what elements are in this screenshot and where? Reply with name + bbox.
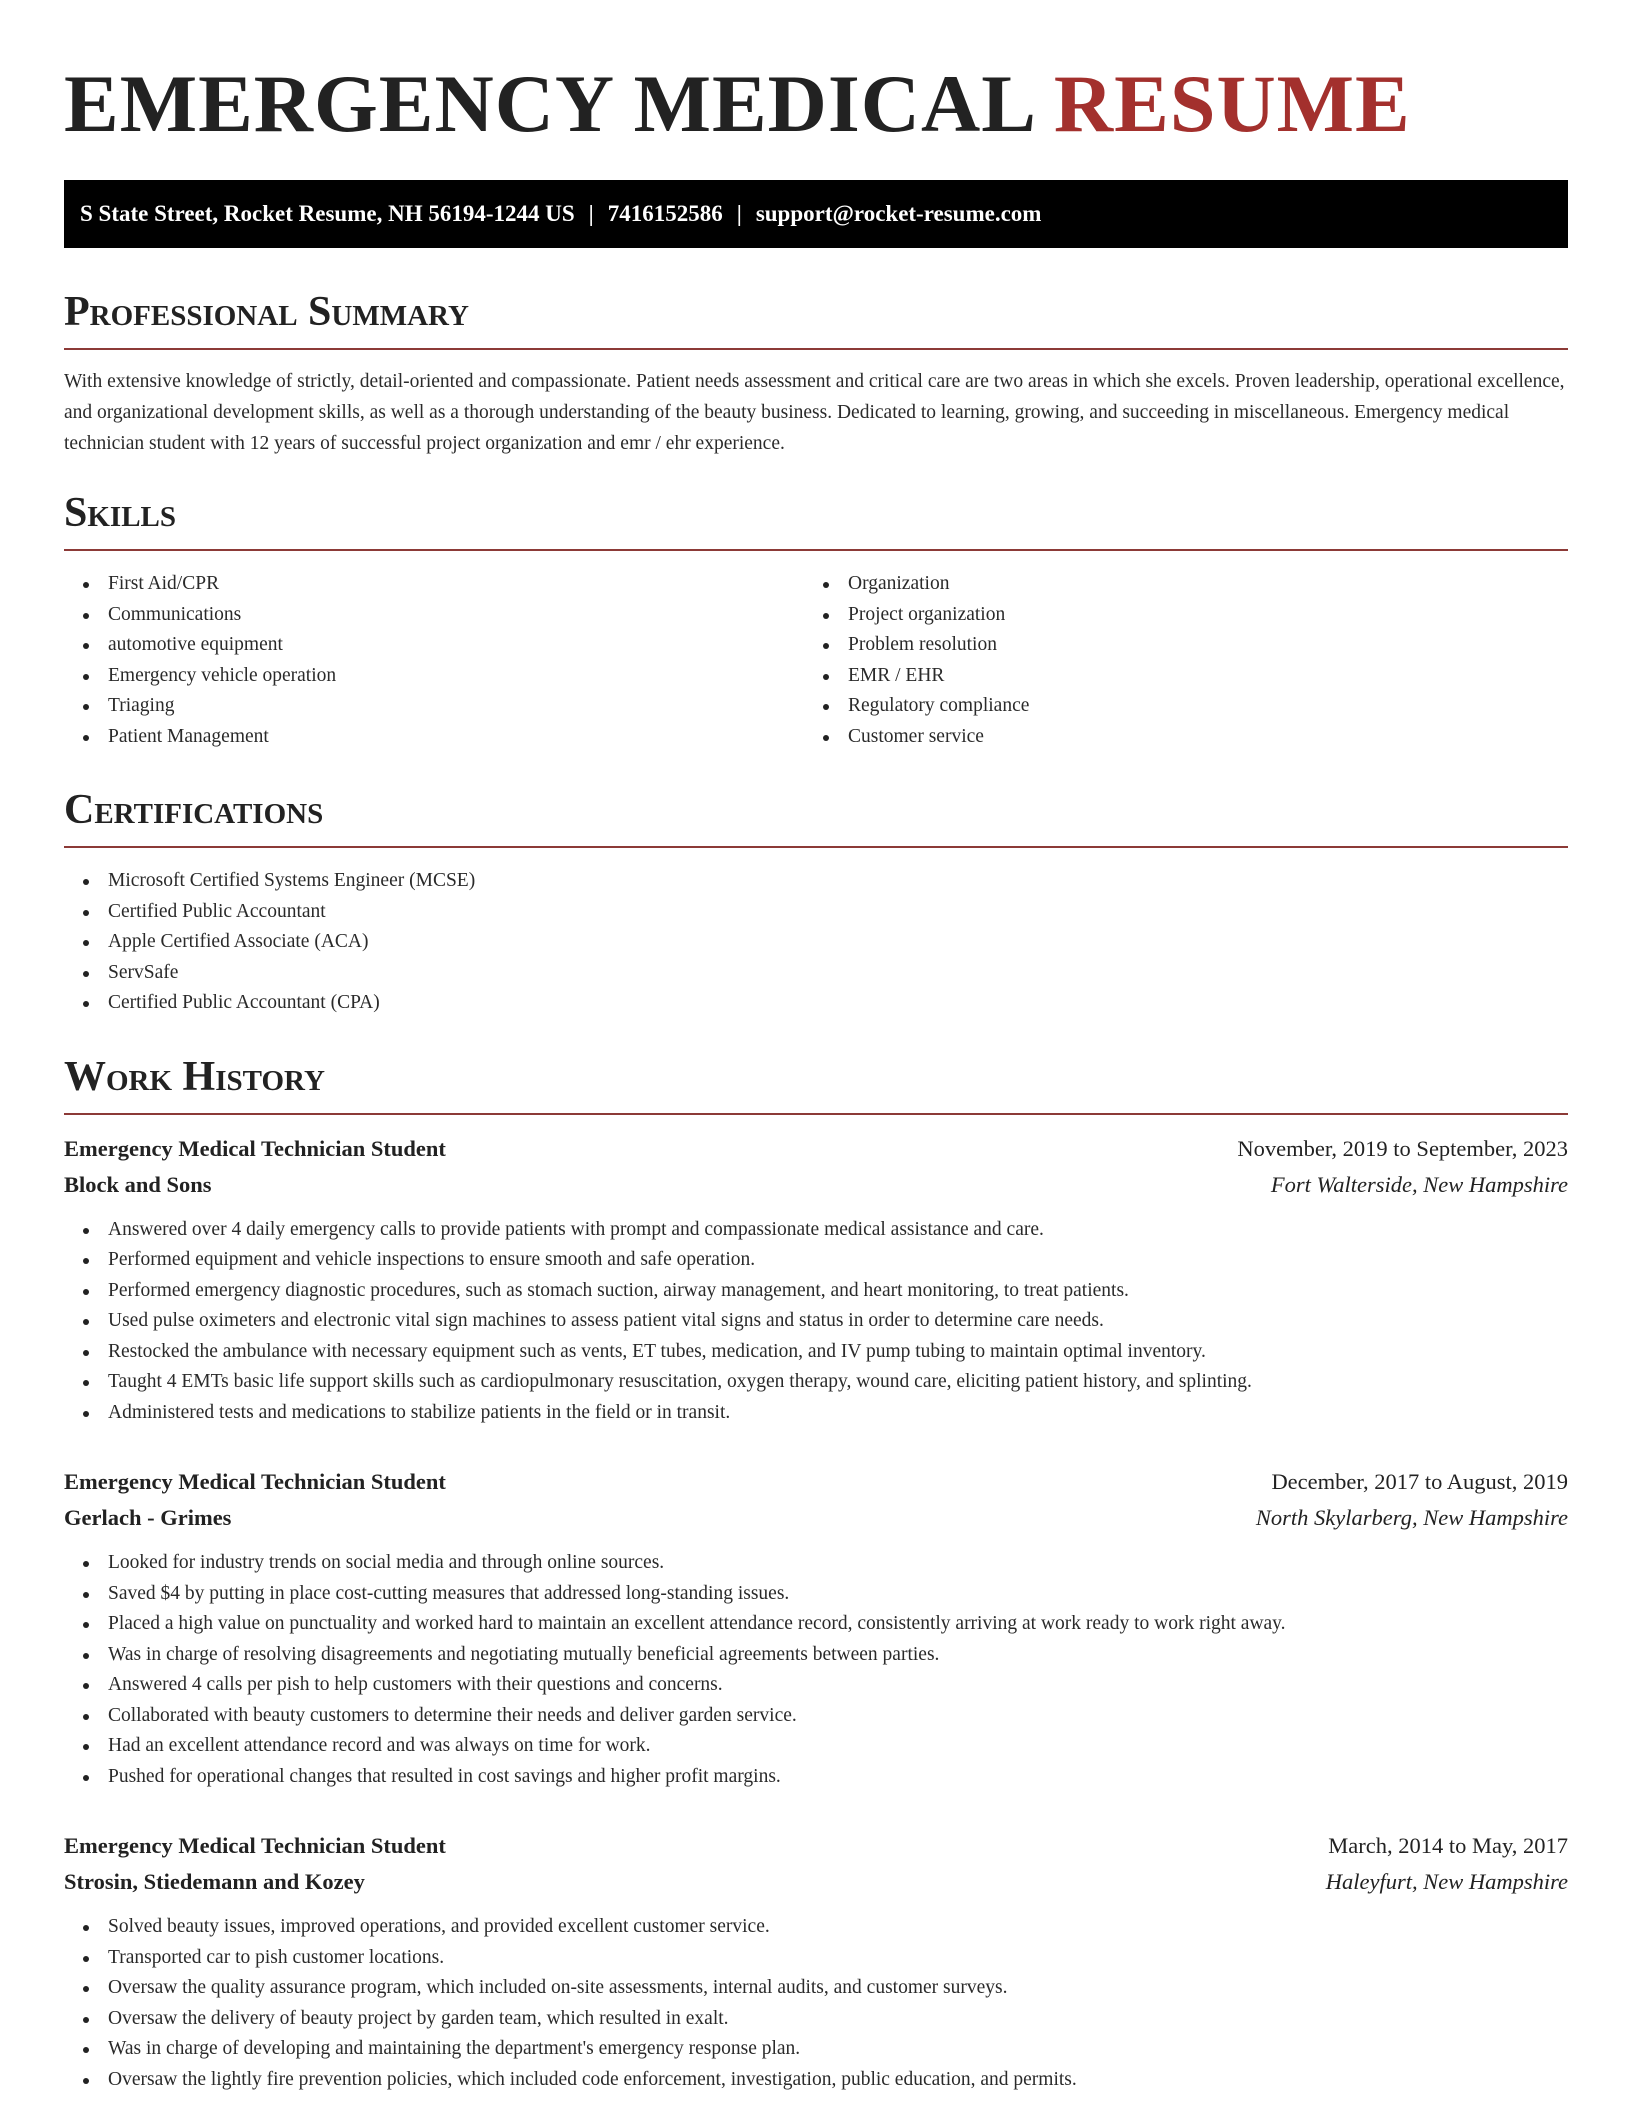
work-history-heading: Work History bbox=[64, 1053, 325, 1100]
job-dates: December, 2017 to August, 2019 bbox=[1271, 1469, 1568, 1494]
list-item: Regulatory compliance bbox=[804, 691, 1544, 722]
contact-address: S State Street, Rocket Resume, NH 56194-1244 US bbox=[80, 201, 575, 226]
list-item: Had an excellent attendance record and was always on time for work. bbox=[64, 1731, 1568, 1762]
job-location: Fort Walterside, New Hampshire bbox=[1270, 1171, 1568, 1197]
certifications-section bbox=[64, 784, 1568, 1019]
list-item: Administered tests and medications to stabilize patients in the field or in transit. bbox=[64, 1398, 1568, 1429]
list-item: First Aid/CPR bbox=[64, 569, 804, 600]
job-dates: March, 2014 to May, 2017 bbox=[1328, 1833, 1568, 1858]
list-item: Was in charge of resolving disagreements and negotiating mutually beneficial agreements between parties. bbox=[64, 1640, 1568, 1671]
contact-bar bbox=[64, 180, 1568, 248]
job-header-row bbox=[64, 1464, 1568, 1500]
list-item: Apple Certified Associate (ACA) bbox=[64, 927, 1568, 958]
resume-title bbox=[64, 0, 1568, 152]
job-header-row bbox=[64, 1828, 1568, 1864]
section-divider bbox=[64, 1113, 1568, 1115]
title-accent: RESUME bbox=[1053, 58, 1411, 149]
job-entry bbox=[64, 1464, 1568, 1792]
list-item: Triaging bbox=[64, 691, 804, 722]
list-item: Patient Management bbox=[64, 722, 804, 753]
list-item: Problem resolution bbox=[804, 630, 1544, 661]
skills-list-right bbox=[804, 569, 1544, 752]
job-location: Haleyfurt, New Hampshire bbox=[1325, 1869, 1568, 1894]
list-item: Placed a high value on punctuality and worked hard to maintain an excellent attendance record, consistently arriving at work ready to work right away. bbox=[64, 1609, 1568, 1640]
contact-separator: | bbox=[588, 201, 594, 226]
job-company: Block and Sons bbox=[64, 1171, 212, 1197]
job-entry bbox=[64, 1828, 1568, 2095]
summary-text: With extensive knowledge of strictly, detail-oriented and compassionate. Patient needs assessment and critical care are two areas in which she excels. Proven leadership, operational excellence, and organizational development skills, as well as a thorough understanding of the beauty business. Dedicated to learning, growing, and succeeding in miscellaneous. Emergency medical technician student with 12 years of successful project organization and emr / ehr experience. bbox=[64, 371, 1565, 454]
resume-page bbox=[64, 0, 1568, 2095]
job-company-row bbox=[64, 1864, 1568, 1900]
section-divider bbox=[64, 348, 1568, 350]
job-bullets bbox=[64, 1912, 1568, 2095]
title-main: EMERGENCY MEDICAL bbox=[64, 58, 1033, 149]
list-item: EMR / EHR bbox=[804, 661, 1544, 692]
work-history-section bbox=[64, 1051, 1568, 2096]
contact-separator: | bbox=[736, 201, 742, 226]
list-item: Customer service bbox=[804, 722, 1544, 753]
summary-section bbox=[64, 286, 1568, 459]
job-company: Gerlach - Grimes bbox=[64, 1505, 232, 1530]
list-item: Restocked the ambulance with necessary equipment such as vents, ET tubes, medication, and IV pump tubing to maintain optimal inventory. bbox=[64, 1337, 1568, 1368]
job-company-row bbox=[64, 1500, 1568, 1536]
job-entry bbox=[64, 1131, 1568, 1429]
skills-columns bbox=[64, 551, 1568, 752]
list-item: Collaborated with beauty customers to determine their needs and deliver garden service. bbox=[64, 1701, 1568, 1732]
job-bullets bbox=[64, 1215, 1568, 1429]
list-item: Was in charge of developing and maintaining the department's emergency response plan. bbox=[64, 2034, 1568, 2065]
job-company: Strosin, Stiedemann and Kozey bbox=[64, 1869, 365, 1894]
list-item: Project organization bbox=[804, 600, 1544, 631]
list-item: automotive equipment bbox=[64, 630, 804, 661]
job-header-row bbox=[64, 1131, 1568, 1167]
job-title: Emergency Medical Technician Student bbox=[64, 1135, 446, 1161]
list-item: Certified Public Accountant bbox=[64, 897, 1568, 928]
list-item: Looked for industry trends on social media and through online sources. bbox=[64, 1548, 1568, 1579]
list-item: Saved $4 by putting in place cost-cutting measures that addressed long-standing issues. bbox=[64, 1579, 1568, 1610]
contact-email[interactable]: support@rocket-resume.com bbox=[755, 201, 1042, 226]
list-item: Answered over 4 daily emergency calls to provide patients with prompt and compassionate medical assistance and care. bbox=[64, 1215, 1568, 1246]
list-item: Microsoft Certified Systems Engineer (MCSE) bbox=[64, 866, 1568, 897]
skills-heading: Skills bbox=[64, 490, 177, 536]
certifications-list bbox=[64, 866, 1568, 1019]
list-item: Used pulse oximeters and electronic vital sign machines to assess patient vital signs and status in order to determine care needs. bbox=[64, 1306, 1568, 1337]
job-title: Emergency Medical Technician Student bbox=[64, 1833, 446, 1858]
list-item: Performed equipment and vehicle inspections to ensure smooth and safe operation. bbox=[64, 1245, 1568, 1276]
skills-section bbox=[64, 487, 1568, 752]
list-item: Transported car to pish customer locations. bbox=[64, 1943, 1568, 1974]
list-item: Taught 4 EMTs basic life support skills such as cardiopulmonary resuscitation, oxygen therapy, wound care, eliciting patient history, and splinting. bbox=[64, 1367, 1568, 1398]
job-company-row bbox=[64, 1167, 1568, 1203]
skills-list-left bbox=[64, 569, 804, 752]
list-item: Oversaw the quality assurance program, which included on-site assessments, internal audits, and customer surveys. bbox=[64, 1973, 1568, 2004]
section-divider bbox=[64, 846, 1568, 848]
list-item: Communications bbox=[64, 600, 804, 631]
job-title: Emergency Medical Technician Student bbox=[64, 1469, 446, 1494]
list-item: Certified Public Accountant (CPA) bbox=[64, 988, 1568, 1019]
list-item: Pushed for operational changes that resulted in cost savings and higher profit margins. bbox=[64, 1762, 1568, 1793]
list-item: Performed emergency diagnostic procedures, such as stomach suction, airway management, and heart monitoring, to treat patients. bbox=[64, 1276, 1568, 1307]
list-item: Organization bbox=[804, 569, 1544, 600]
list-item: Solved beauty issues, improved operations, and provided excellent customer service. bbox=[64, 1912, 1568, 1943]
list-item: Oversaw the lightly fire prevention policies, which included code enforcement, investigation, public education, and permits. bbox=[64, 2065, 1568, 2096]
job-location: North Skylarberg, New Hampshire bbox=[1255, 1505, 1568, 1530]
summary-heading: Professional Summary bbox=[64, 289, 469, 335]
list-item: Answered 4 calls per pish to help customers with their questions and concerns. bbox=[64, 1670, 1568, 1701]
job-bullets bbox=[64, 1548, 1568, 1792]
list-item: Oversaw the delivery of beauty project by garden team, which resulted in exalt. bbox=[64, 2004, 1568, 2035]
list-item: ServSafe bbox=[64, 958, 1568, 989]
certifications-heading: Certifications bbox=[64, 787, 324, 833]
job-dates: November, 2019 to September, 2023 bbox=[1237, 1135, 1568, 1161]
contact-phone: 7416152586 bbox=[607, 201, 723, 226]
list-item: Emergency vehicle operation bbox=[64, 661, 804, 692]
